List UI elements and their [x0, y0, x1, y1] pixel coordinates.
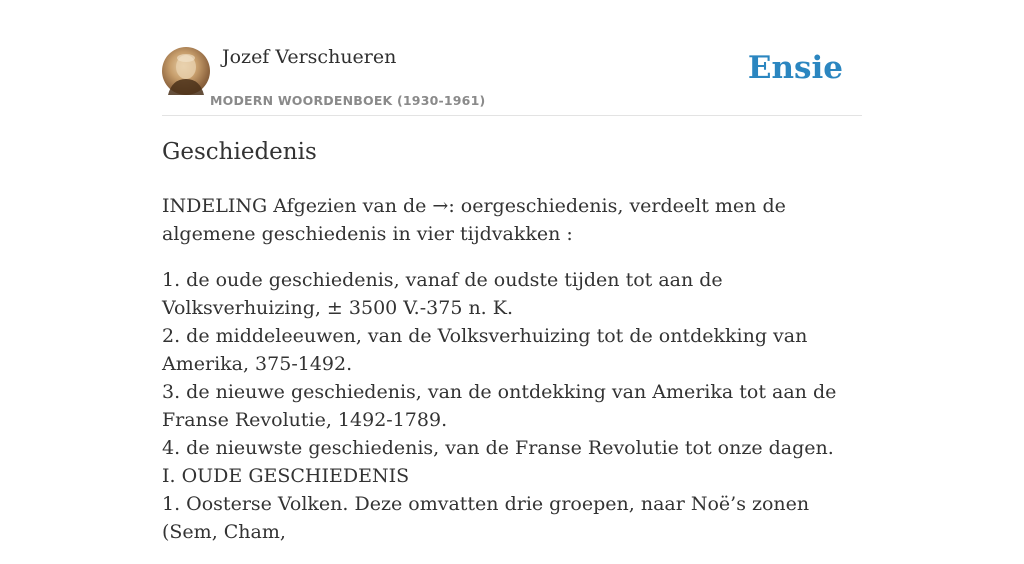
- intro-paragraph: INDELING Afgezien van de →: oergeschiedenis, verdeelt men de algemene geschiedenis in vier tijdvakken :: [162, 195, 786, 245]
- article-body: [162, 192, 862, 564]
- portrait-icon: [162, 47, 210, 95]
- source-label[interactable]: MODERN WOORDENBOEK (1930-1961): [210, 93, 486, 108]
- list-item: 2. de middeleeuwen, van de Volksverhuizing tot de ontdekking van Amerika, 375-1492.: [162, 325, 808, 375]
- list-item: 4. de nieuwste geschiedenis, van de Franse Revolutie tot onze dagen.: [162, 437, 834, 459]
- list-item: 3. de nieuwe geschiedenis, van de ontdekking van Amerika tot aan de Franse Revolutie, 1492-1789.: [162, 381, 837, 431]
- list-item: 1. Oosterse Volken. Deze omvatten drie groepen, naar Noë’s zonen (Sem, Cham,: [162, 493, 810, 543]
- period-list: [162, 266, 862, 546]
- page: [162, 0, 862, 543]
- list-item: 1. de oude geschiedenis, vanaf de oudste tijden tot aan de Volksverhuizing, ± 3500 V.-375 n. K.: [162, 269, 723, 319]
- author-name[interactable]: Jozef Verschueren: [222, 46, 397, 68]
- header: [162, 0, 862, 116]
- section-heading: I. OUDE GESCHIEDENIS: [162, 465, 410, 487]
- site-logo[interactable]: Ensie: [747, 50, 843, 86]
- article-title: Geschiedenis: [162, 139, 317, 165]
- author-avatar[interactable]: [162, 47, 210, 95]
